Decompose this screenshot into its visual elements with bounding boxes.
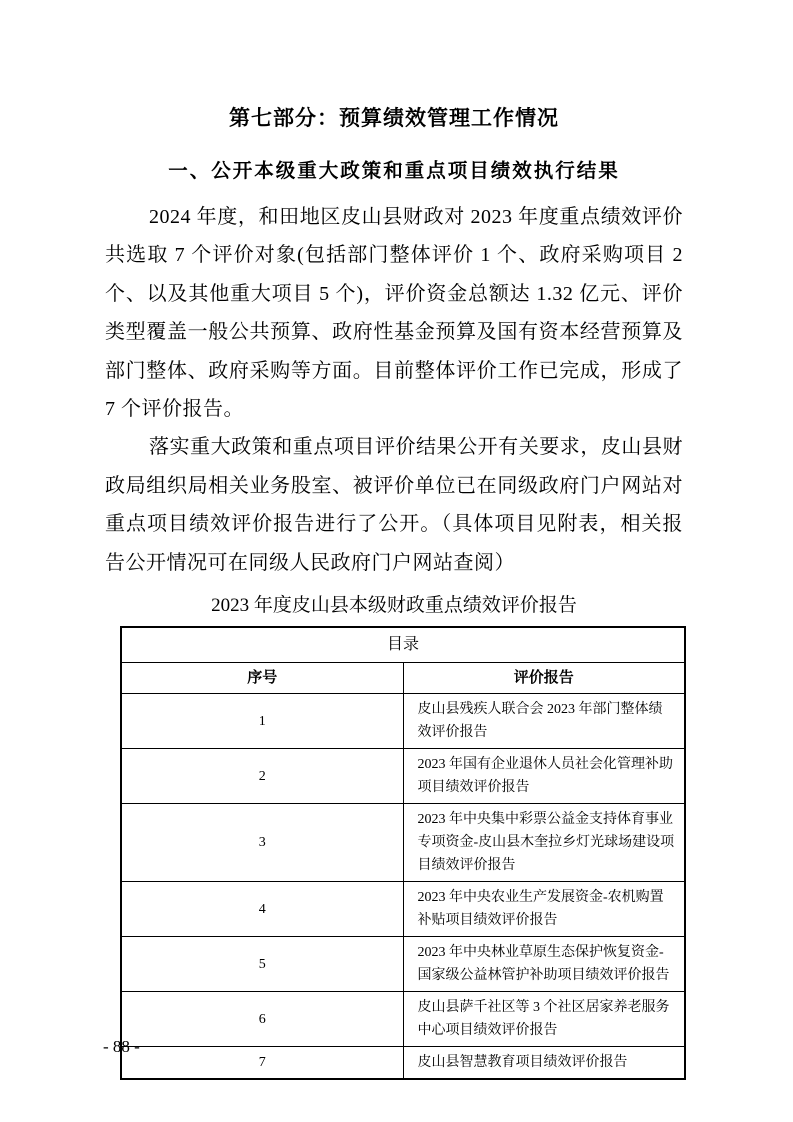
row-index: 4 [121, 882, 403, 937]
row-index: 7 [121, 1047, 403, 1080]
row-report-title: 2023 年中央农业生产发展资金-农机购置补贴项目绩效评价报告 [403, 882, 685, 937]
report-table [120, 626, 686, 1080]
row-report-title: 2023 年中央集中彩票公益金支持体育事业专项资金-皮山县木奎拉乡灯光球场建设项目绩效评价报告 [403, 804, 685, 882]
row-index: 5 [121, 937, 403, 992]
page-number: - 88 - [103, 1037, 140, 1056]
page-title: 第七部分：预算绩效管理工作情况 [229, 106, 559, 130]
table-row [121, 694, 685, 749]
table-row [121, 804, 685, 882]
row-index: 3 [121, 804, 403, 882]
section-heading: 一、公开本级重大政策和重点项目绩效执行结果 [168, 161, 620, 182]
column-header-report: 评价报告 [403, 663, 685, 694]
table-caption-row [121, 627, 685, 663]
table-row [121, 882, 685, 937]
column-header-index: 序号 [121, 663, 403, 694]
row-report-title: 皮山县萨千社区等 3 个社区居家养老服务中心项目绩效评价报告 [403, 992, 685, 1047]
row-index: 1 [121, 694, 403, 749]
table-row [121, 1047, 685, 1080]
table-row [121, 937, 685, 992]
row-index: 2 [121, 749, 403, 804]
paragraph-2: 落实重大政策和重点项目评价结果公开有关要求，皮山县财政局组织局相关业务股室、被评价单位已在同级政府门户网站对重点项目绩效评价报告进行了公开。（具体项目见附表，相关报告公开情况可在同级人民政府门户网站查阅） [105, 436, 683, 574]
row-report-title: 2023 年国有企业退休人员社会化管理补助项目绩效评价报告 [403, 749, 685, 804]
row-report-title: 皮山县智慧教育项目绩效评价报告 [403, 1047, 685, 1080]
table-caption: 目录 [121, 627, 685, 663]
body-text [105, 198, 683, 582]
paragraph-1: 2024 年度，和田地区皮山县财政对 2023 年度重点绩效评价共选取 7 个评价对象(包括部门整体评价 1 个、政府采购项目 2 个、以及其他重大项目 5 个)，评价资金总额达 1.32 亿元、评价类型覆盖一般公共预算、政府性基金预算及国有资本经营预算及部门整体、政府采购等方面。目前整体评价工作已完成，形成了 7 个评价报告。 [105, 206, 683, 421]
report-table-head [121, 627, 685, 694]
report-table-body [121, 694, 685, 1080]
table-title: 2023 年度皮山县本级财政重点绩效评价报告 [211, 595, 577, 617]
row-report-title: 2023 年中央林业草原生态保护恢复资金-国家级公益林管护补助项目绩效评价报告 [403, 937, 685, 992]
table-row [121, 749, 685, 804]
row-index: 6 [121, 992, 403, 1047]
table-row [121, 992, 685, 1047]
row-report-title: 皮山县残疾人联合会 2023 年部门整体绩效评价报告 [403, 694, 685, 749]
table-header-row [121, 663, 685, 694]
